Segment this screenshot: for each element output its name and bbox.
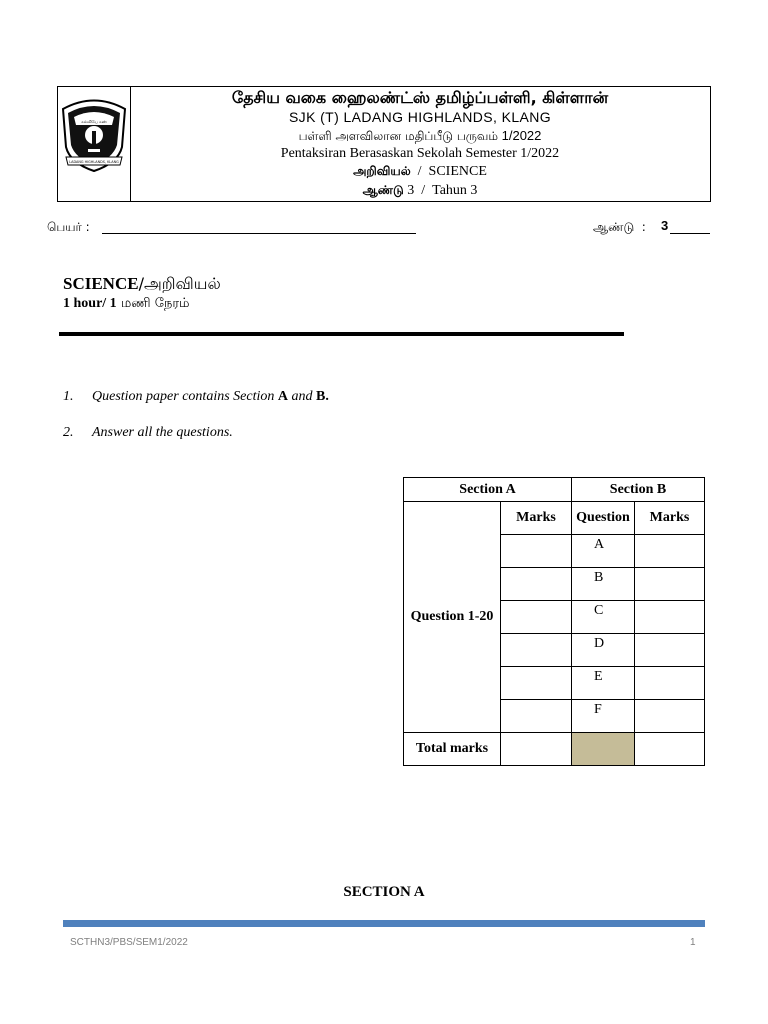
total-marks-a[interactable] bbox=[501, 733, 572, 766]
instruction-text: Answer all the questions. bbox=[92, 425, 233, 440]
footer-code: SCTHN3/PBS/SEM1/2022 bbox=[70, 937, 188, 948]
duration bbox=[63, 296, 190, 312]
question-letter: F bbox=[572, 700, 635, 733]
year-tamil: ஆண்டு bbox=[362, 183, 404, 197]
section-b-header: Section B bbox=[572, 478, 705, 502]
year-field[interactable] bbox=[670, 233, 710, 234]
exam-title-malay: Pentaksiran Berasaskan Sekolah Semester 1/2022 bbox=[280, 146, 560, 161]
total-marks-label: Total marks bbox=[404, 733, 501, 766]
logo-cell bbox=[58, 87, 131, 201]
total-row bbox=[404, 733, 705, 766]
year-malay: 3 / Tahun 3 bbox=[403, 183, 478, 198]
duration-en: 1 hour/ 1 bbox=[63, 296, 117, 311]
name-field[interactable] bbox=[102, 233, 416, 234]
subject-tamil: அறிவியல் bbox=[353, 164, 411, 178]
header-text bbox=[130, 87, 710, 201]
marks-cell-b[interactable] bbox=[635, 700, 705, 733]
marks-cell-b[interactable] bbox=[635, 568, 705, 601]
year-line bbox=[130, 183, 710, 199]
question-letter: B bbox=[572, 568, 635, 601]
marks-cell-a[interactable] bbox=[501, 535, 572, 568]
section-a-heading: SECTION A bbox=[343, 884, 425, 900]
exam-title-year: 1/2022 bbox=[498, 128, 542, 143]
subject-title-tamil: /அறிவியல் bbox=[138, 274, 221, 293]
instruction-and: and bbox=[288, 389, 316, 404]
subject-title bbox=[63, 274, 221, 295]
table-row bbox=[404, 502, 705, 535]
question-letter: A bbox=[572, 535, 635, 568]
instruction-section-b: B. bbox=[316, 389, 329, 404]
question-range-cell: Question 1-20 bbox=[404, 502, 501, 733]
subject-line bbox=[130, 164, 710, 180]
instruction-number: 1. bbox=[63, 389, 74, 404]
instruction-section-a: A bbox=[277, 389, 288, 404]
question-header-b: Question bbox=[572, 502, 635, 535]
title-divider bbox=[59, 332, 624, 336]
question-letter: E bbox=[572, 667, 635, 700]
school-logo bbox=[58, 87, 130, 201]
year-value: 3 bbox=[661, 218, 669, 233]
marks-cell-b[interactable] bbox=[635, 667, 705, 700]
instruction-2 bbox=[63, 425, 233, 441]
duration-tamil: மணி நேரம் bbox=[116, 296, 190, 311]
question-letter: C bbox=[572, 601, 635, 634]
marks-cell-b[interactable] bbox=[635, 535, 705, 568]
instruction-text: Question paper contains Section bbox=[92, 389, 278, 404]
school-name-english: SJK (T) LADANG HIGHLANDS, KLANG bbox=[288, 109, 552, 125]
marks-header-b: Marks bbox=[635, 502, 705, 535]
total-marks-b[interactable] bbox=[635, 733, 705, 766]
shaded-cell bbox=[572, 733, 635, 766]
marks-table bbox=[403, 477, 705, 766]
marks-cell-a[interactable] bbox=[501, 601, 572, 634]
marks-cell-a[interactable] bbox=[501, 634, 572, 667]
section-a-header: Section A bbox=[404, 478, 572, 502]
school-name-tamil: தேசிய வகை ஹைலண்ட்ஸ் தமிழ்ப்பள்ளி, கிள்ளான் bbox=[231, 88, 609, 107]
footer-bar bbox=[63, 920, 705, 927]
instruction-number: 2. bbox=[63, 425, 74, 440]
logo-motto: கல்வியே கண் bbox=[81, 119, 107, 124]
marks-cell-a[interactable] bbox=[501, 568, 572, 601]
name-label: பெயர் : bbox=[47, 220, 90, 234]
exam-title-tamil bbox=[130, 128, 710, 145]
marks-header-a: Marks bbox=[501, 502, 572, 535]
subject-title-en: SCIENCE bbox=[63, 274, 139, 293]
year-label: ஆண்டு : bbox=[593, 220, 646, 234]
marks-cell-a[interactable] bbox=[501, 700, 572, 733]
instruction-1 bbox=[63, 389, 329, 405]
table-header-row bbox=[404, 478, 705, 502]
question-letter: D bbox=[572, 634, 635, 667]
school-header bbox=[57, 86, 711, 202]
marks-cell-a[interactable] bbox=[501, 667, 572, 700]
page-number: 1 bbox=[690, 937, 696, 948]
exam-title-tamil-text: பள்ளி அளவிலான மதிப்பீடு பருவம் bbox=[298, 129, 499, 143]
logo-school-name: LADANG HIGHLANDS, KLANG bbox=[69, 160, 119, 164]
marks-cell-b[interactable] bbox=[635, 634, 705, 667]
subject-english: / SCIENCE bbox=[410, 164, 487, 179]
marks-cell-b[interactable] bbox=[635, 601, 705, 634]
